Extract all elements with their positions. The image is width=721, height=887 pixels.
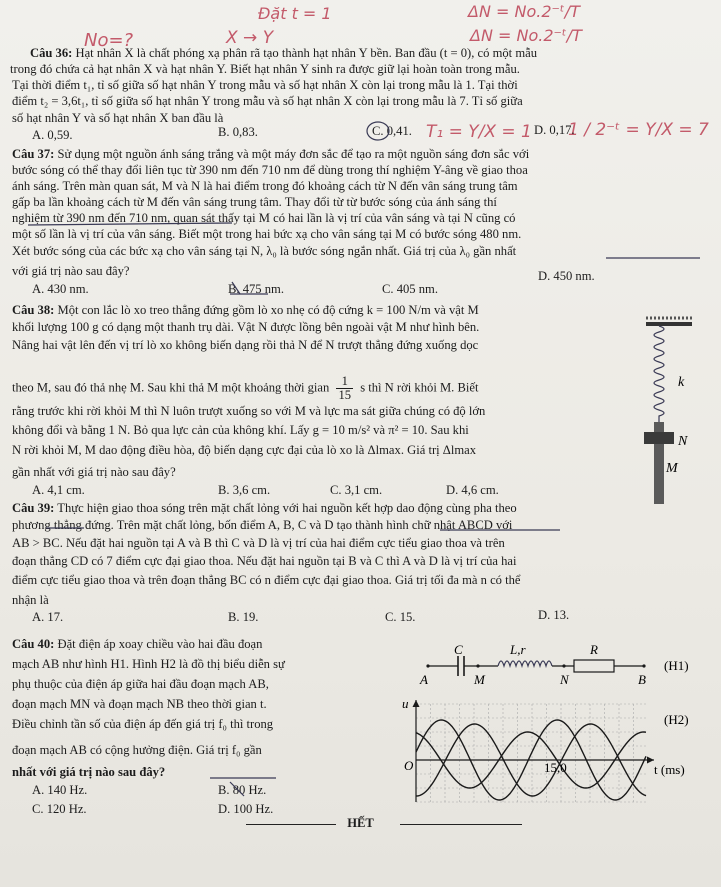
handwritten-note-x-y: X → Y: [226, 28, 274, 48]
q40-option-d: D. 100 Hz.: [218, 802, 274, 816]
q37-option-a: A. 430 nm.: [32, 282, 89, 296]
q37-line-4: gấp ba lần khoảng cách từ M đến vân sáng trung tâm. Thay đổi từ từ bước sóng của ánh sáng thí: [12, 195, 497, 209]
graph-label-t: t (ms): [654, 762, 685, 777]
q37-line-6: một số lần là vị trí của vân sáng. Biết một trong hai bức xạ cho vân sáng tại M có bước sóng 480 nm.: [12, 227, 522, 241]
q39-text: Thực hiện giao thoa sóng trên mặt chất lỏng với hai nguồn kết hợp dao động cùng pha theo: [57, 501, 517, 515]
q37-line-3: ánh sáng. Trên màn quan sát, M và N là hai điểm trong đó khoảng cách từ N đến vân sáng trung tâm: [12, 179, 518, 193]
q38-line-6: không đổi và bằng 1 N. Bỏ qua lực cản của không khí. Lấy g = 10 m/s² và π² = 10. Sau khi: [12, 423, 469, 437]
graph-label-o: O: [404, 758, 414, 773]
q38-line-2: khối lượng 100 g có dạng một thanh trụ dài. Vật N được lồng bên ngoài vật M như hình bên.: [12, 320, 480, 334]
circuit-label-a: A: [420, 672, 428, 687]
q36-option-c: C. 0,41.: [372, 124, 412, 138]
q36-line-4: điểm t₂ = 3,6t₁, tỉ số giữa số hạt nhân Y trong mẫu và số hạt nhân X còn lại trong mẫu là 7. Tỉ số giữa: [12, 94, 523, 108]
q40-line-2: mạch AB như hình H1. Hình H2 là đồ thị biểu diễn sự: [12, 657, 285, 671]
q37-option-d: D. 450 nm.: [538, 269, 595, 283]
circuit-label-m: M: [474, 672, 485, 687]
rod-label-m: M: [666, 461, 678, 476]
spring-label-k: k: [678, 375, 685, 390]
q37-text: Sử dụng một nguồn ánh sáng trắng và một máy đơn sắc để tạo ra một nguồn sáng đơn sắc với: [57, 147, 530, 161]
q38-line-8: gần nhất với giá trị nào sau đây?: [12, 465, 176, 479]
q39-option-a: A. 17.: [32, 610, 64, 624]
handwritten-note-ratio-2: 1 / 2⁻ᵗ = Y/X = 7: [568, 120, 709, 140]
q38-text: Một con lắc lò xo treo thẳng đứng gồm lò xo nhẹ có độ cứng k = 100 N/m và vật M: [57, 303, 479, 317]
end-marker: HẾT: [347, 816, 374, 830]
q38-fraction-den: 15: [338, 388, 352, 402]
q36-line-3: Tại thời điểm t₁, tỉ số giữa số hạt nhân Y trong mẫu và số hạt nhân X còn lại trong mẫu là 1. Tại thời: [12, 78, 518, 92]
q40-line-6: đoạn mạch AB có cộng hưởng điện. Giá trị f₀ gần: [12, 743, 262, 757]
q36-option-d: D. 0,17.: [534, 123, 575, 137]
handwritten-note-top-right-2: ΔN = No.2⁻ᵗ/T: [470, 26, 582, 45]
q40-line-7: nhất với giá trị nào sau đây?: [12, 765, 166, 779]
q38-text-4a: theo M, sau đó thả nhẹ M. Sau khi thả M một khoảng thời gian: [12, 380, 330, 395]
handwritten-note-top-left: No=?: [84, 30, 134, 51]
circuit-label-b: B: [638, 672, 646, 687]
q38-option-a: A. 4,1 cm.: [32, 483, 85, 497]
q38-text-4b: s thì N rời khỏi M. Biết: [360, 380, 479, 395]
circuit-label-r: R: [590, 642, 598, 657]
q39-line-3: AB > BC. Nếu đặt hai nguồn tại A và B thì C và D là vị trí của hai điểm cực tiểu giao thoa và trên: [12, 536, 505, 550]
q36-option-a: A. 0,59.: [32, 128, 73, 142]
q38-line-7: N rời khỏi M, M dao động điều hòa, độ biến dạng cực đại của lò xo là Δlmax. Giá trị Δlmax: [12, 443, 477, 457]
q36-line-2: trong đó chứa cả hạt nhân X và hạt nhân Y. Biết hạt nhân Y sinh ra được giữ lại hoàn toàn trong mẫu.: [10, 62, 520, 76]
handwritten-note-top-mid: Đặt t = 1: [258, 4, 332, 23]
q40-line-5: Điều chỉnh tần số của điện áp đến giá trị f₀ thì trong: [12, 717, 274, 731]
circuit-label-lr: L,r: [510, 642, 526, 657]
resistor: [574, 660, 614, 672]
q37-line-5: nghiệm từ 390 nm đến 710 nm, quan sát thấy tại M có hai lần là vị trí của vân sáng và tại N cũng có: [12, 211, 516, 225]
handwritten-note-ratio-1: T₁ = Y/X = 1: [426, 122, 532, 142]
q36-option-b: B. 0,83.: [218, 125, 258, 139]
circuit-label-n: N: [560, 672, 569, 687]
q37-line-7: Xét bước sóng của các bức xạ cho vân sáng tại N, λ₀ là bước sóng ngắn nhất. Giá trị của λ₀ gần nhất: [12, 244, 517, 258]
figure-tag-h1: (H1): [664, 658, 689, 673]
q38-label: Câu 38:: [12, 303, 55, 317]
q39-line-2: phương thẳng đứng. Trên mặt chất lỏng, bốn điểm A, B, C và D tạo thành hình chữ nhật ABCD với: [12, 518, 513, 532]
q39-line-6: nhận là: [12, 593, 49, 607]
q36-line-5: số hạt nhân Y và số hạt nhân X ban đầu là: [12, 111, 224, 125]
q37-label: Câu 37:: [12, 147, 55, 161]
q38-line-5: rằng trước khi rời khỏi M thì N luôn trượt xuống so với M và lực ma sát giữa chúng có độ lớn: [12, 404, 486, 418]
q38-option-b: B. 3,6 cm.: [218, 483, 271, 497]
graph-label-u: u: [402, 696, 409, 711]
q36-text: Hạt nhân X là chất phóng xạ phân rã tạo thành hạt nhân Y bền. Ban đầu (t = 0), có một mẫu: [75, 46, 538, 60]
q39-label: Câu 39:: [12, 501, 55, 515]
handwritten-note-top-right-1: ΔN = No.2⁻ᵗ/T: [468, 2, 580, 21]
q40-option-b: B. 80 Hz.: [218, 783, 267, 797]
q40-option-c: C. 120 Hz.: [32, 802, 87, 816]
q37-option-b: B. 475 nm.: [228, 282, 284, 296]
inductor-coil: [498, 661, 552, 666]
footer-rule-right: [400, 824, 522, 825]
graph-tick-15: 15,0: [544, 760, 567, 775]
q38-line-3: Nâng hai vật lên đến vị trí lò xo không biến dạng rồi thả N để N trượt thẳng đứng xuống dọc: [12, 338, 479, 352]
q39-line-4: đoạn thẳng CD có 7 điểm cực đại giao thoa. Nếu đặt hai nguồn tại B và C thì A và D là vị trí của hai: [12, 554, 517, 568]
q37-line-8: với giá trị nào sau đây?: [12, 264, 130, 278]
circuit-diagram-h1: [414, 640, 714, 688]
q40-label: Câu 40:: [12, 637, 55, 651]
circuit-label-c: C: [454, 642, 463, 657]
block-label-n: N: [678, 434, 688, 449]
q39-line-5: điểm cực tiểu giao thoa và trên đoạn thẳng BC có n điểm cực đại giao thoa. Giá trị tối đa mà n có thể: [12, 573, 521, 587]
q37-line-2: bước sóng có thể thay đổi liên tục từ 390 nm đến 710 nm để dùng trong thí nghiệm Y-âng về giao thoa: [12, 163, 528, 177]
q38-option-c: C. 3,1 cm.: [330, 483, 383, 497]
q39-option-b: B. 19.: [228, 610, 259, 624]
q39-option-d: D. 13.: [538, 608, 570, 622]
q40-line-3: phụ thuộc của điện áp giữa hai đầu đoạn mạch AB,: [12, 677, 269, 691]
q40-text: Đặt điện áp xoay chiều vào hai đầu đoạn: [57, 637, 263, 651]
q39-option-c: C. 15.: [385, 610, 416, 624]
figure-tag-h2: (H2): [664, 712, 689, 727]
q40-line-4: đoạn mạch MN và đoạn mạch NB theo thời gian t.: [12, 697, 267, 711]
q40-option-a: A. 140 Hz.: [32, 783, 88, 797]
voltage-graph-h2: [396, 694, 714, 812]
q36-label: Câu 36:: [30, 46, 73, 60]
q38-fraction-num: 1: [336, 375, 353, 389]
q37-option-c: C. 405 nm.: [382, 282, 438, 296]
q38-option-d: D. 4,6 cm.: [446, 483, 499, 497]
